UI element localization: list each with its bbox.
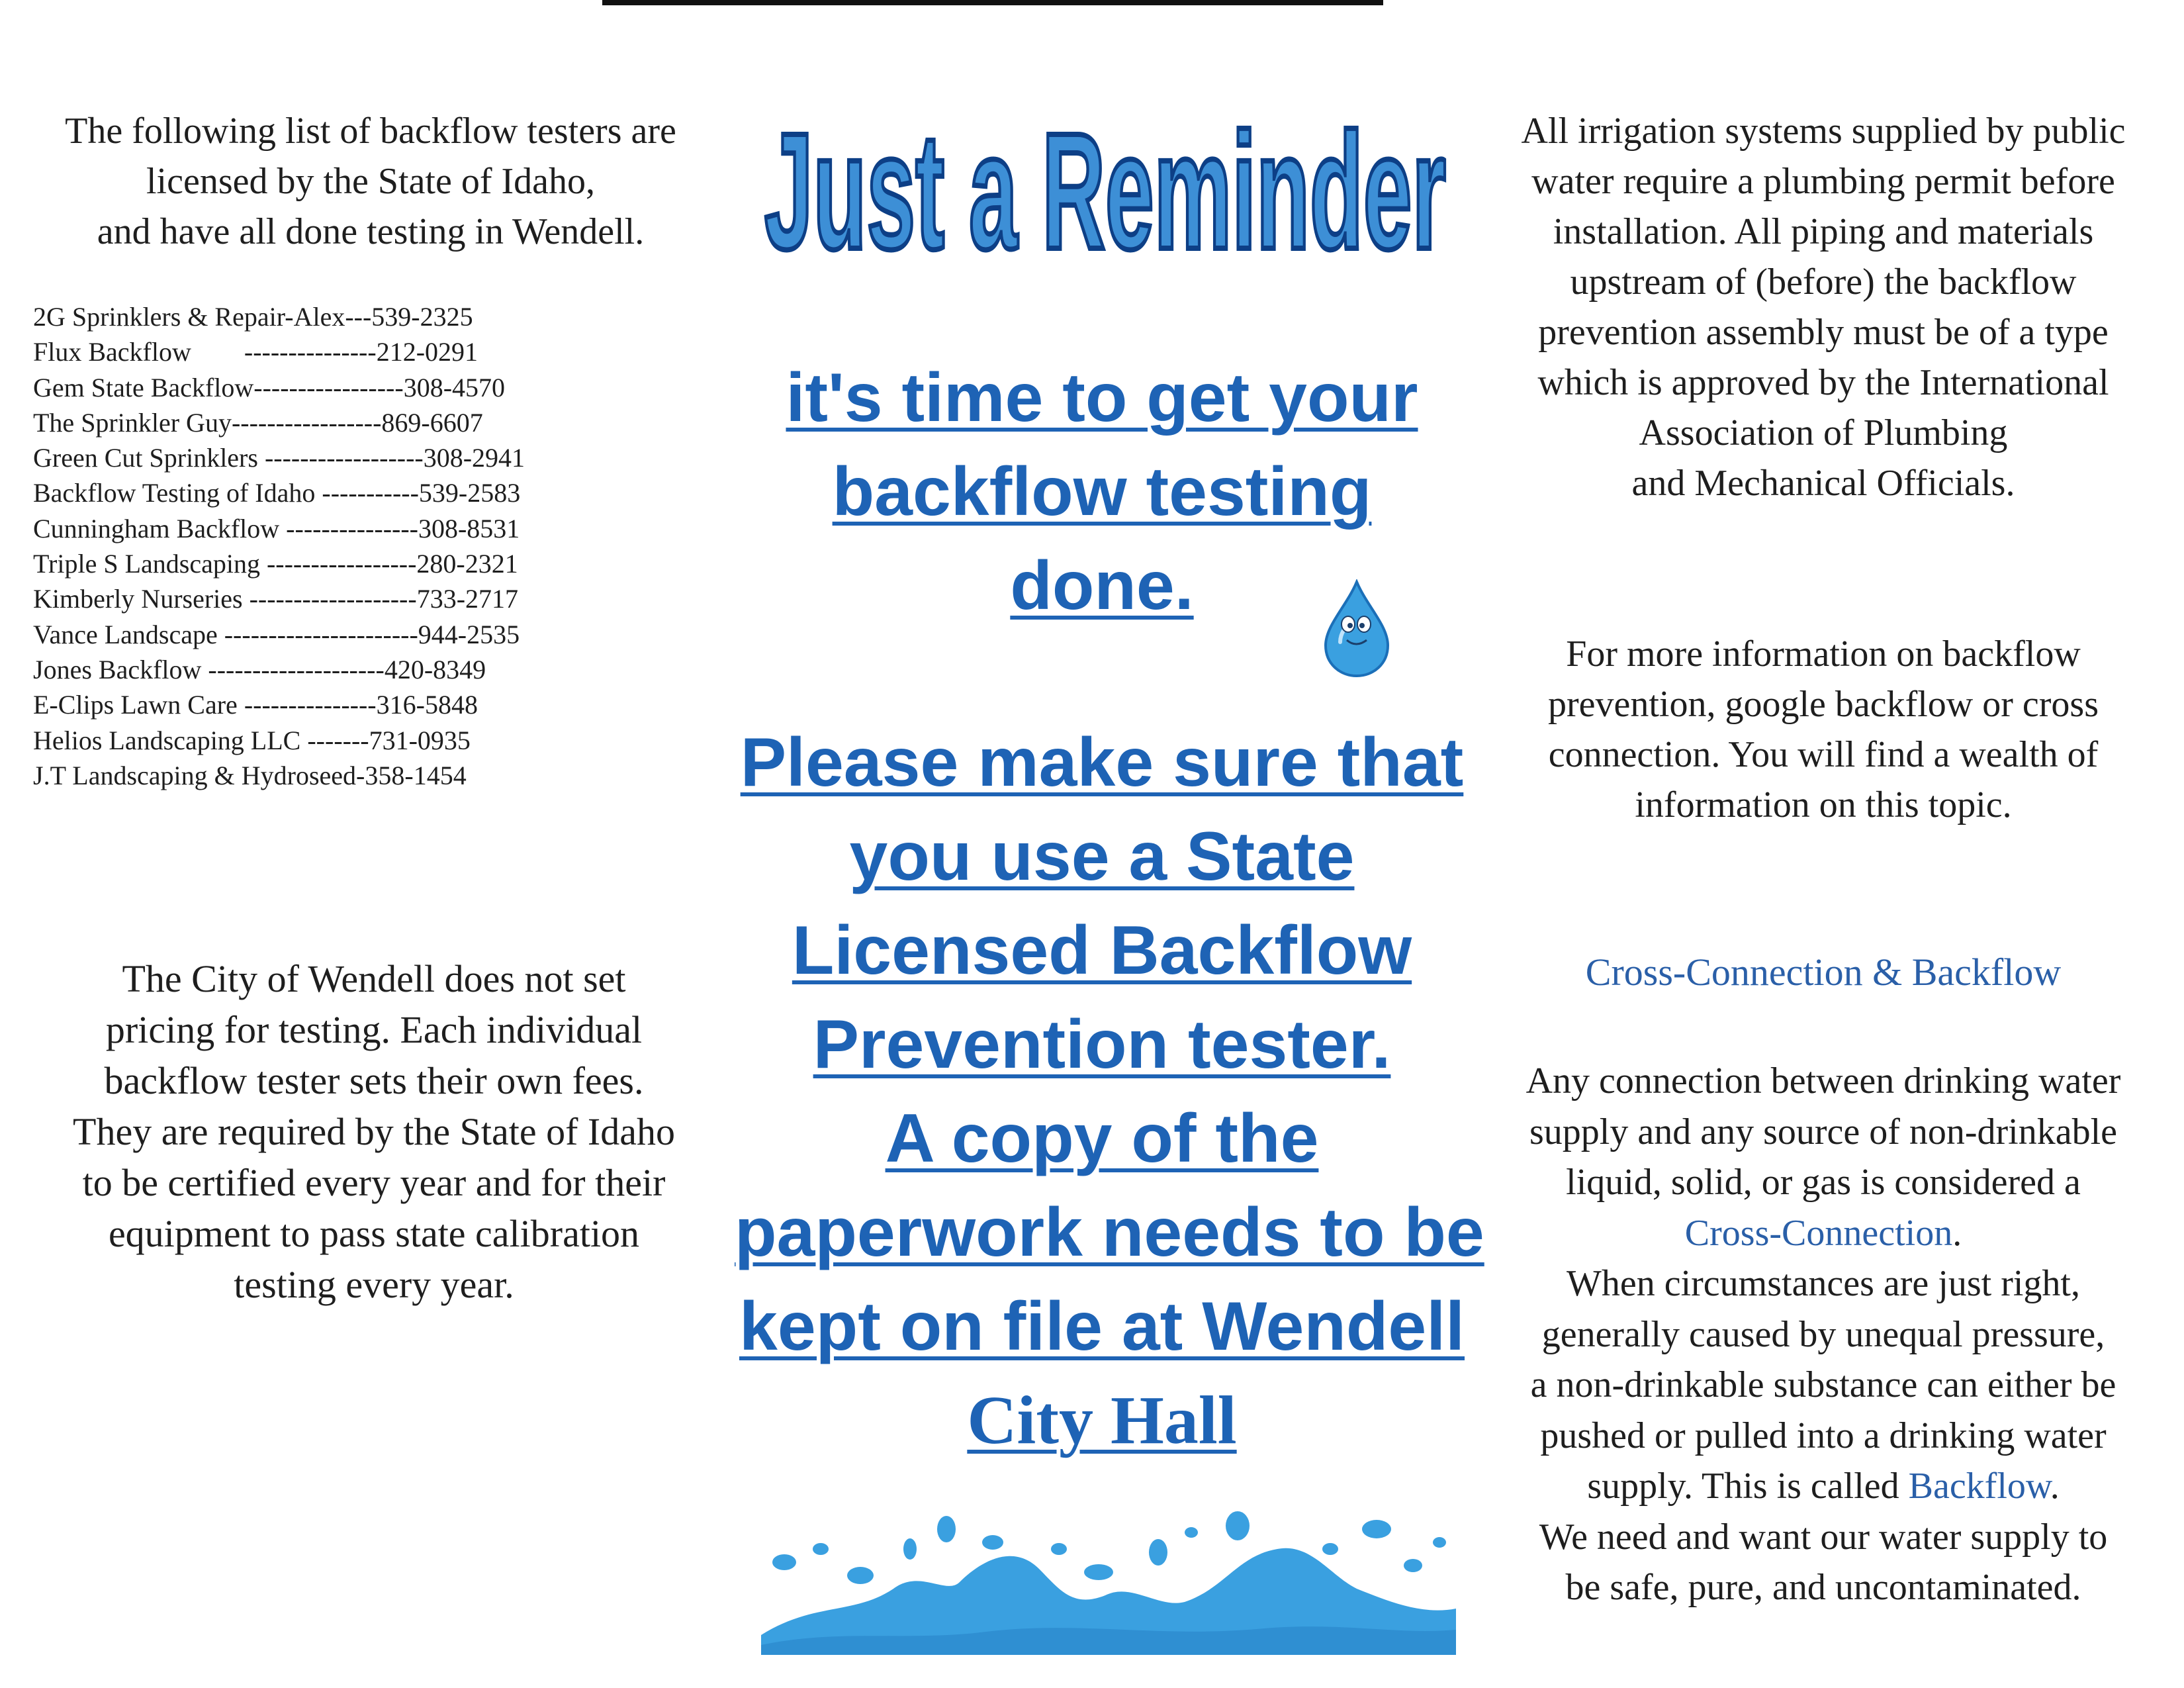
tester-row [33,334,629,369]
tester-leader: --------------- [237,690,377,720]
tester-phone: 358-1454 [365,760,467,790]
water-splash-graphic [761,1503,1456,1655]
cross-connection-heading: Cross-Connection & Backflow [1585,951,2062,994]
pricing-line: to be certified every year and for their [82,1161,666,1204]
reminder-text: Please make sure that [740,724,1464,801]
tester-phone: 280-2321 [416,549,518,579]
tester-phone: 733-2717 [416,584,519,614]
tester-phone: 316-5848 [376,690,478,720]
tester-phone: 420-8349 [384,654,486,684]
cc-line: generally caused by unequal pressure, [1541,1313,2105,1355]
pricing-line: equipment to pass state calibration [108,1212,640,1255]
cc-line: be safe, pure, and uncontaminated. [1565,1567,2081,1608]
tester-leader: ----------- [315,478,419,508]
cc-text: supply. This is called [1587,1466,1909,1507]
tester-leader: --- [345,302,372,332]
intro-line: The following list of backflow testers are [65,111,676,152]
water-drop-mascot-icon [1320,579,1393,679]
cc-line: pushed or pulled into a drinking water [1540,1415,2107,1456]
tester-name: Gem State Backflow [33,372,254,402]
tester-phone: 944-2535 [418,619,520,649]
irrigation-line: upstream of (before) the backflow [1570,261,2077,303]
tester-name: J.T Landscaping & Hydroseed [33,760,357,790]
cross-connection-term: Cross-Connection [1684,1212,1953,1254]
cc-line: supply and any source of non-drinkable [1529,1111,2117,1152]
irrigation-line: Association of Plumbing [1639,412,2008,453]
irrigation-line: installation. All piping and materials [1553,211,2094,252]
just-a-reminder-banner [748,106,1456,278]
cc-line: a non-drinkable substance can either be [1530,1364,2116,1405]
tester-row [33,758,629,793]
reminder-line [735,1374,1469,1468]
tester-row [33,405,629,440]
tester-row [33,723,629,758]
reminder-line [735,1280,1469,1374]
tester-leader: ----------------- [253,372,404,402]
tester-row [33,475,629,510]
tester-row [33,617,629,652]
banner-title: Just a Reminder [764,106,1446,278]
cc-line: Any connection between drinking water [1525,1060,2121,1102]
intro-line: licensed by the State of Idaho, [146,161,595,202]
tester-phone: 212-0291 [376,337,478,367]
tester-list-intro [46,106,695,257]
tester-name: Jones Backflow [33,654,202,684]
reminder-text: paperwork needs to be [735,1194,1484,1271]
tester-name: The Sprinkler Guy [33,407,232,438]
cc-line [1482,1208,2164,1259]
reminder-line [735,998,1469,1092]
pricing-note [33,953,715,1310]
tester-row [33,440,629,475]
irrigation-line: and Mechanical Officials. [1631,463,2015,504]
top-rule [602,0,1383,5]
tester-row [33,652,629,687]
reminder-line [735,1186,1484,1280]
tester-phone: 308-4570 [403,372,506,402]
tester-name: Green Cut Sprinklers [33,443,258,473]
tester-name: E-Clips Lawn Care [33,690,238,720]
more-info-line: connection. You will find a wealth of [1548,734,2099,775]
pricing-line: backflow tester sets their own fees. [104,1059,644,1102]
tester-row [33,581,629,616]
tester-row [33,299,629,334]
reminder-line [735,716,1469,810]
cc-punct: . [1952,1212,1962,1254]
tester-phone: 308-8531 [418,513,520,543]
cc-line: When circumstances are just right, [1567,1263,2080,1304]
reminder-text: Licensed Backflow [792,912,1412,989]
tester-phone: 869-6607 [381,407,483,438]
tester-row [33,511,629,546]
tester-leader: ---------------------- [217,619,418,649]
tester-leader: --------------- [191,337,377,367]
tester-phone: 308-2941 [423,443,525,473]
tester-phone: 539-2583 [418,478,521,508]
irrigation-permit-note [1482,106,2164,508]
pricing-line: They are required by the State of Idaho [73,1110,675,1153]
tester-name: Helios Landscaping LLC [33,725,301,755]
more-info-note [1482,629,2164,830]
more-info-line: information on this topic. [1635,784,2012,825]
more-info-line: prevention, google backflow or cross [1548,684,2099,725]
cc-line: liquid, solid, or gas is considered a [1566,1162,2081,1203]
tester-phone: 731-0935 [369,725,471,755]
tester-leader: - [356,760,365,790]
cc-punct: . [2050,1466,2060,1507]
reminder-text: it's time to get your [786,359,1418,436]
reminder-text: you use a State [849,818,1355,895]
irrigation-line: prevention assembly must be of a type [1538,312,2109,353]
tester-leader: ----------------- [259,549,417,579]
irrigation-line: All irrigation systems supplied by public [1521,111,2126,152]
tester-leader: -------------------- [201,654,385,684]
reminder-text: done. [1010,547,1194,624]
reminder-line [735,351,1469,445]
tester-row [33,370,629,405]
reminder-message [735,351,1484,1468]
reminder-text: kept on file at Wendell [739,1288,1465,1365]
tester-leader: ----------------- [231,407,382,438]
cross-connection-explanation [1482,1056,2164,1613]
reminder-text: backflow testing [832,453,1372,530]
reminder-text: City Hall [967,1382,1237,1458]
tester-leader: ------------------- [242,584,417,614]
tester-row [33,687,629,722]
cc-line [1482,1461,2164,1512]
reminder-line [735,445,1469,539]
reminder-line [735,1092,1469,1186]
more-info-line: For more information on backflow [1566,633,2081,675]
tester-leader: --------------- [279,513,418,543]
tester-name: Vance Landscape [33,619,218,649]
pricing-line: testing every year. [234,1263,514,1306]
reminder-text: A copy of the [885,1100,1319,1177]
intro-line: and have all done testing in Wendell. [97,211,645,252]
tester-row [33,546,629,581]
reminder-line [735,810,1469,904]
tester-phone: 539-2325 [371,302,473,332]
tester-name: Cunningham Backflow [33,513,280,543]
cc-line: We need and want our water supply to [1539,1516,2108,1558]
tester-name: Triple S Landscaping [33,549,260,579]
tester-leader: ------- [300,725,369,755]
backflow-term: Backflow [1908,1466,2050,1507]
tester-list [33,299,629,793]
tester-leader: ------------------ [257,443,424,473]
irrigation-line: which is approved by the International [1537,362,2109,403]
tester-name: Backflow Testing of Idaho [33,478,316,508]
tester-name: 2G Sprinklers & Repair-Alex [33,302,345,332]
irrigation-line: water require a plumbing permit before [1531,161,2115,202]
tester-name: Kimberly Nurseries [33,584,243,614]
tester-name: Flux Backflow [33,337,191,367]
pricing-line: The City of Wendell does not set [122,957,626,1000]
pricing-line: pricing for testing. Each individual [105,1008,643,1051]
reminder-line [735,904,1469,998]
reminder-text: Prevention tester. [813,1006,1391,1083]
